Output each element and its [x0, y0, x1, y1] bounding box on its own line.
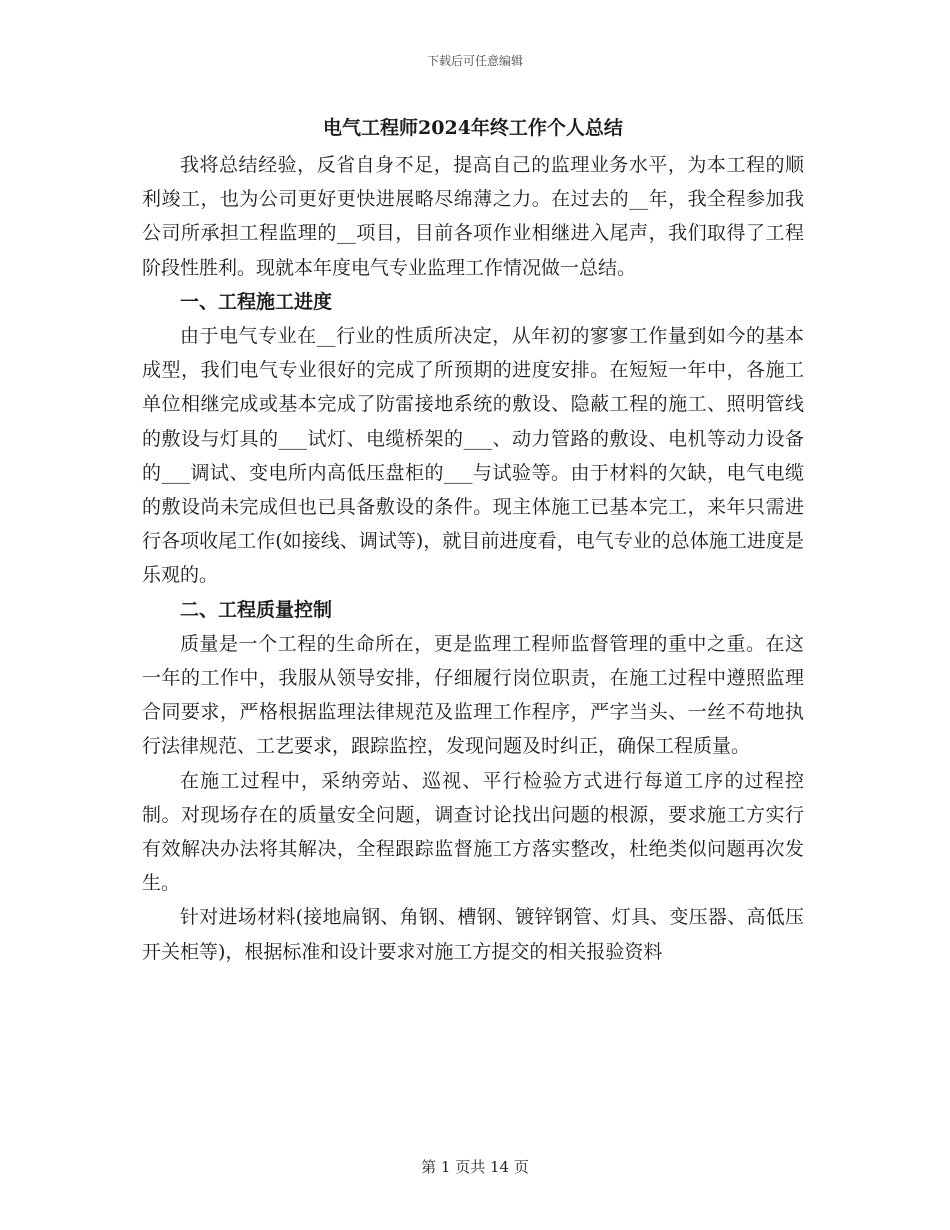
section-heading-progress: 一、工程施工进度 — [180, 290, 333, 313]
paragraph-quality-1: 质量是一个工程的生命所在，更是监理工程师监督管理的重中之重。在这一年的工作中，我服从领导安排，仔细履行岗位职责，在施工过程中遵照监理合同要求，严格根据监理法律规范及监理工作程序，严字当头、一丝不苟地执行法律规范、工艺要求，跟踪监控，发现问题及时纠正，确保工程质量。 — [142, 632, 804, 758]
document-body — [142, 108, 804, 969]
document-title: 电气工程师2024年终工作个人总结 — [323, 117, 623, 139]
paragraph-quality-3: 针对进场材料(接地扁钢、角钢、槽钢、镀锌钢管、灯具、变压器、高低压开关柜等)，根据标准和设计要求对施工方提交的相关报验资料 — [142, 906, 804, 963]
paragraph-quality-2: 在施工过程中，采纳旁站、巡视、平行检验方式进行每道工序的过程控制。对现场存在的质量安全问题，调查讨论找出问题的根源，要求施工方实行有效解决办法将其解决，全程跟踪监督施工方落实整改，杜绝类似问题再次发生。 — [142, 769, 804, 895]
page-number-footer: 第 1 页共 14 页 — [421, 1158, 529, 1176]
paragraph-intro: 我将总结经验，反省自身不足，提高自己的监理业务水平，为本工程的顺利竣工，也为公司更好更快进展略尽绵薄之力。在过去的__年，我全程参加我公司所承担工程监理的__项目，目前各项作业相继进入尾声，我们取得了工程阶段性胜利。现就本年度电气专业监理工作情况做一总结。 — [142, 154, 804, 279]
page-header-note: 下载后可任意编辑 — [426, 54, 523, 68]
paragraph-progress: 由于电气专业在__行业的性质所决定，从年初的寥寥工作量到如今的基本成型，我们电气专业很好的完成了所预期的进度安排。在短短一年中，各施工单位相继完成或基本完成了防雷接地系统的敷设、隐蔽工程的施工、照明管线的敷设与灯具的___试灯、电缆桥架的___、动力管路的敷设、电机等动力设备的___调试、变电所内高低压盘柜的___与试验等。由于材料的欠缺，电气电缆的敷设尚未完成但也已具备敷设的条件。现主体施工已基本完工，来年只需进行各项收尾工作(如接线、调试等)，就目前进度看，电气专业的总体施工进度是乐观的。 — [142, 325, 804, 587]
section-heading-quality: 二、工程质量控制 — [180, 598, 333, 621]
